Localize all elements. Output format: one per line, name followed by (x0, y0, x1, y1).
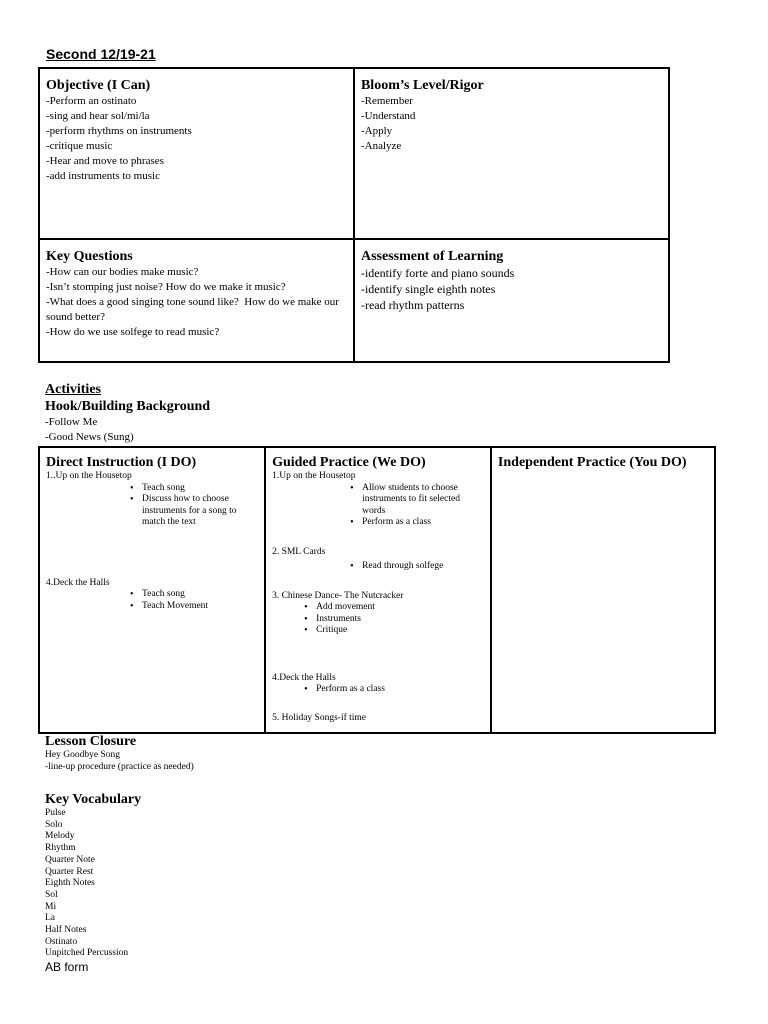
direct-bullet: • Teach song (142, 589, 258, 601)
blooms-item: -Understand (360, 110, 416, 122)
vocab-item: La (45, 913, 56, 924)
blooms-item: -Analyze (360, 140, 402, 152)
blooms-cell (354, 68, 669, 239)
key-question-item: -What does a good singing tone sound like? How do we make our sound better? (46, 296, 342, 323)
page-title: Second 12/19-21 (46, 46, 156, 62)
hook-item: -Good News (Sung) (45, 431, 134, 443)
vocabulary-section (45, 791, 141, 974)
vocab-item-last: AB form (45, 960, 89, 975)
vocab-item: Ostinato (45, 936, 78, 947)
hook-heading: Hook/Building Background (45, 399, 211, 414)
independent-heading: Independent Practice (You DO) (497, 455, 687, 470)
direct-heading: Direct Instruction (I DO) (46, 455, 197, 470)
key-question-item: -How can our bodies make music? (46, 266, 199, 278)
activities-table (38, 446, 716, 734)
guided-bullet: • Read through solfege (362, 561, 484, 573)
guided-bullet: • Critique (316, 625, 484, 637)
planning-table (38, 67, 670, 363)
blooms-heading: Bloom’s Level/Rigor (360, 78, 484, 93)
closure-item: -line-up procedure (practice as needed) (45, 761, 194, 772)
guided-bullet: • Perform as a class (362, 517, 484, 529)
key-questions-cell (39, 239, 354, 362)
guided-item: 1.Up on the Housetop (272, 471, 356, 481)
direct-item: 1..Up on the Housetop (46, 471, 132, 481)
vocab-item: Quarter Rest (45, 866, 94, 877)
guided-item: 4.Deck the Halls (272, 672, 336, 683)
direct-item: 4.Deck the Halls (46, 577, 110, 588)
guided-bullet: • Instruments (316, 614, 484, 626)
activities-heading: Activities (45, 382, 101, 397)
objective-heading: Objective (I Can) (46, 78, 151, 93)
objective-item: -sing and hear sol/mi/la (46, 110, 150, 122)
independent-practice-cell (491, 447, 715, 733)
direct-bullet: • Teach song (142, 483, 258, 495)
assessment-item: -read rhythm patterns (360, 298, 465, 312)
closure-item: Hey Goodbye Song (45, 750, 120, 760)
vocab-item: Sol (45, 889, 58, 900)
key-question-item: -How do we use solfege to read music? (46, 326, 220, 338)
guided-bullet: • Add movement (316, 602, 484, 614)
guided-bullet: • Perform as a class (316, 684, 484, 696)
assessment-item: -identify forte and piano sounds (360, 266, 515, 280)
objective-item: -critique music (46, 140, 113, 152)
blooms-item: -Apply (360, 125, 393, 137)
closure-section (45, 733, 194, 773)
key-question-item: -Isn’t stomping just noise? How do we make it music? (46, 281, 286, 293)
assessment-cell (354, 239, 669, 362)
vocab-item: Unpitched Percussion (45, 948, 129, 959)
objective-item: -perform rhythms on instruments (46, 125, 192, 137)
objective-item: -Perform an ostinato (46, 95, 137, 107)
vocab-item: Rhythm (45, 843, 76, 854)
vocab-item: Half Notes (45, 925, 87, 936)
vocab-item: Quarter Note (45, 854, 95, 865)
vocab-item: Mi (45, 901, 57, 912)
guided-heading: Guided Practice (We DO) (272, 455, 426, 470)
activities-section (45, 381, 210, 445)
direct-bullet: • Discuss how to choose instruments for a song to match the text (142, 494, 252, 529)
assessment-heading: Assessment of Learning (360, 249, 504, 264)
objective-item: -add instruments to music (46, 170, 160, 182)
guided-item: 3. Chinese Dance- The Nutcracker (272, 590, 404, 601)
direct-bullet: • Teach Movement (142, 601, 258, 613)
direct-instruction-cell (39, 447, 265, 733)
key-questions-heading: Key Questions (46, 249, 133, 264)
guided-bullet: • Allow students to choose instruments to fit selected words (362, 483, 480, 518)
hook-item: -Follow Me (45, 416, 98, 428)
vocab-item: Eighth Notes (45, 878, 95, 889)
guided-practice-cell (265, 447, 491, 733)
vocab-item: Melody (45, 831, 75, 842)
objective-cell (39, 68, 354, 239)
guided-item: 2. SML Cards (272, 546, 326, 557)
assessment-item: -identify single eighth notes (360, 282, 496, 296)
closure-heading: Lesson Closure (45, 734, 137, 749)
blooms-item: -Remember (360, 95, 413, 107)
vocab-item: Pulse (45, 808, 66, 818)
vocab-item: Solo (45, 819, 63, 830)
guided-item: 5. Holiday Songs-if time (272, 712, 367, 723)
objective-item: -Hear and move to phrases (46, 155, 164, 167)
vocab-heading: Key Vocabulary (45, 792, 142, 807)
